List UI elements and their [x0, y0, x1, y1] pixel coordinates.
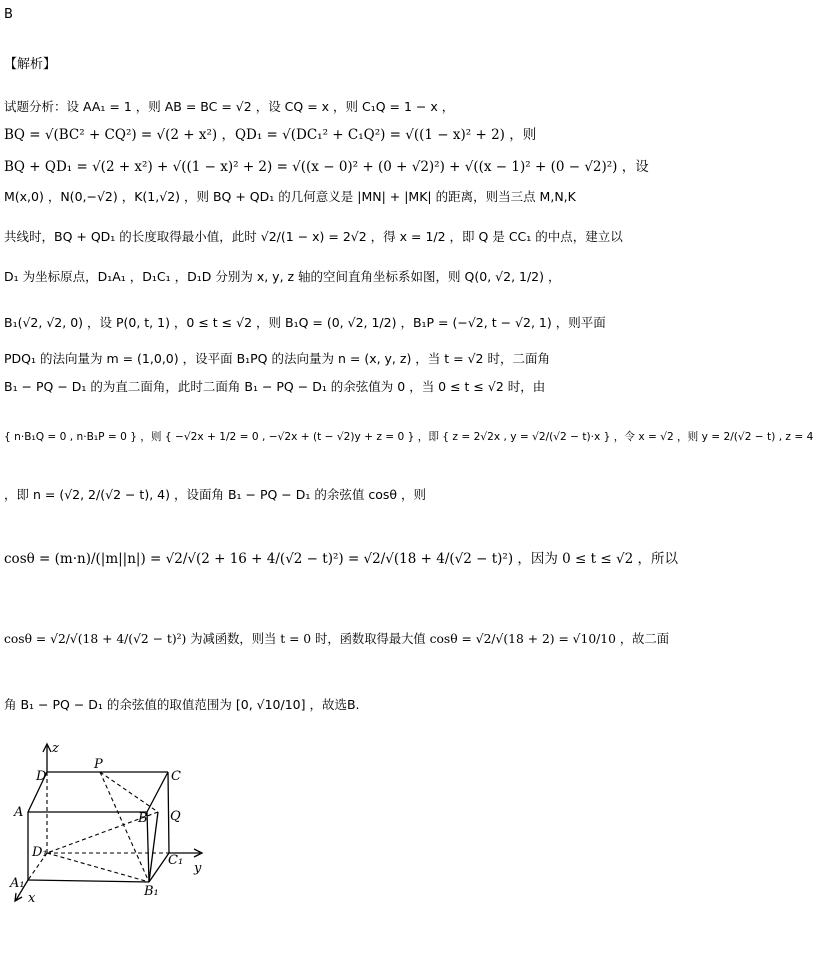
figure-label-C: C: [171, 769, 181, 784]
figure-label-B1: B₁: [144, 884, 159, 899]
figure-label-P: P: [94, 757, 103, 772]
solution-line-12: cosθ = (m·n)/(|m||n|) = √2/√(2 + 16 + 4/(√2 − t)²) = √2/√(18 + 4/(√2 − t)²) ，因为 0 ≤ t ≤ √2 ，所以: [4, 551, 678, 567]
solution-line-6: D₁ 为坐标原点，D₁A₁ ，D₁C₁ ，D₁D 分别为 x, y, z 轴的空间直角坐标系如图，则 Q(0, √2, 1/2) ，: [4, 269, 561, 284]
solution-line-11: ，即 n = (√2, 2/(√2 − t), 4) ，设面角 B₁ − PQ − D₁ 的余弦值 cosθ ，则: [4, 487, 426, 502]
figure-label-Q: Q: [170, 809, 181, 824]
solution-line-2: BQ = √(BC² + CQ²) = √(2 + x²) ，QD₁ = √(DC₁² + C₁Q²) = √((1 − x)² + 2) ，则: [4, 127, 537, 143]
solution-line-3: BQ + QD₁ = √(2 + x²) + √((1 − x)² + 2) = √((x − 0)² + (0 + √2)²) + √((x − 1)² + (0 − √2)²) ，设: [4, 159, 649, 175]
solution-line-9: B₁ − PQ − D₁ 的为直二面角，此时二面角 B₁ − PQ − D₁ 的余弦值为 0 ，当 0 ≤ t ≤ √2 时，由: [4, 379, 546, 394]
solution-line-13: cosθ = √2/√(18 + 4/(√2 − t)²) 为减函数，则当 t = 0 时，函数取得最大值 cosθ = √2/√(18 + 2) = √10/10 ，故二面: [4, 632, 670, 646]
solution-line-5: 共线时，BQ + QD₁ 的长度取得最小值，此时 √2/(1 − x) = 2√2 ，得 x = 1/2 ，即 Q 是 CC₁ 的中点，建立以: [4, 229, 623, 244]
analysis-heading: 【解析】: [4, 57, 57, 72]
figure-label-z: z: [52, 741, 59, 756]
solution-line-14: 角 B₁ − PQ − D₁ 的余弦值的取值范围为 [0, √10/10] ，故选B.: [4, 697, 360, 712]
solution-line-1: 试题分析：设 AA₁ = 1 ，则 AB = BC = √2 ，设 CQ = x ，则 C₁Q = 1 − x ，: [4, 99, 455, 114]
solution-line-10: { n·B₁Q = 0 , n·B₁P = 0 } ，则 { −√2x + 1/2 = 0 , −√2x + (t − √2)y + z = 0 } ，即 { z = 2√2x , y = √2/(√2 − t)·x } ，令 x = √2 ，则 y = 2/(√2 − t) , z = 4: [4, 431, 813, 443]
figure-label-y: y: [194, 861, 202, 876]
figure-label-A: A: [14, 805, 24, 820]
figure-label-C1: C₁: [168, 853, 184, 868]
figure-label-D: D: [36, 769, 47, 784]
figure-label-x: x: [28, 891, 36, 906]
solution-line-4: M(x,0) ，N(0,−√2) ，K(1,√2) ，则 BQ + QD₁ 的几何意义是 |MN| + |MK| 的距离，则当三点 M,N,K: [4, 189, 576, 204]
solution-line-8: PDQ₁ 的法向量为 m = (1,0,0) ，设平面 B₁PQ 的法向量为 n = (x, y, z) ，当 t = √2 时，二面角: [4, 351, 550, 366]
figure-label-B: B: [138, 811, 148, 826]
solution-line-7: B₁(√2, √2, 0) ，设 P(0, t, 1) ，0 ≤ t ≤ √2 ，则 B₁Q = (0, √2, 1/2) ，B₁P = (−√2, t − √2, 1) ，则平面: [4, 315, 606, 330]
cuboid-figure: [8, 740, 223, 910]
figure-label-A1: A₁: [10, 876, 25, 891]
answer-letter: B: [4, 7, 13, 22]
figure-label-D1: D₁: [32, 845, 48, 860]
